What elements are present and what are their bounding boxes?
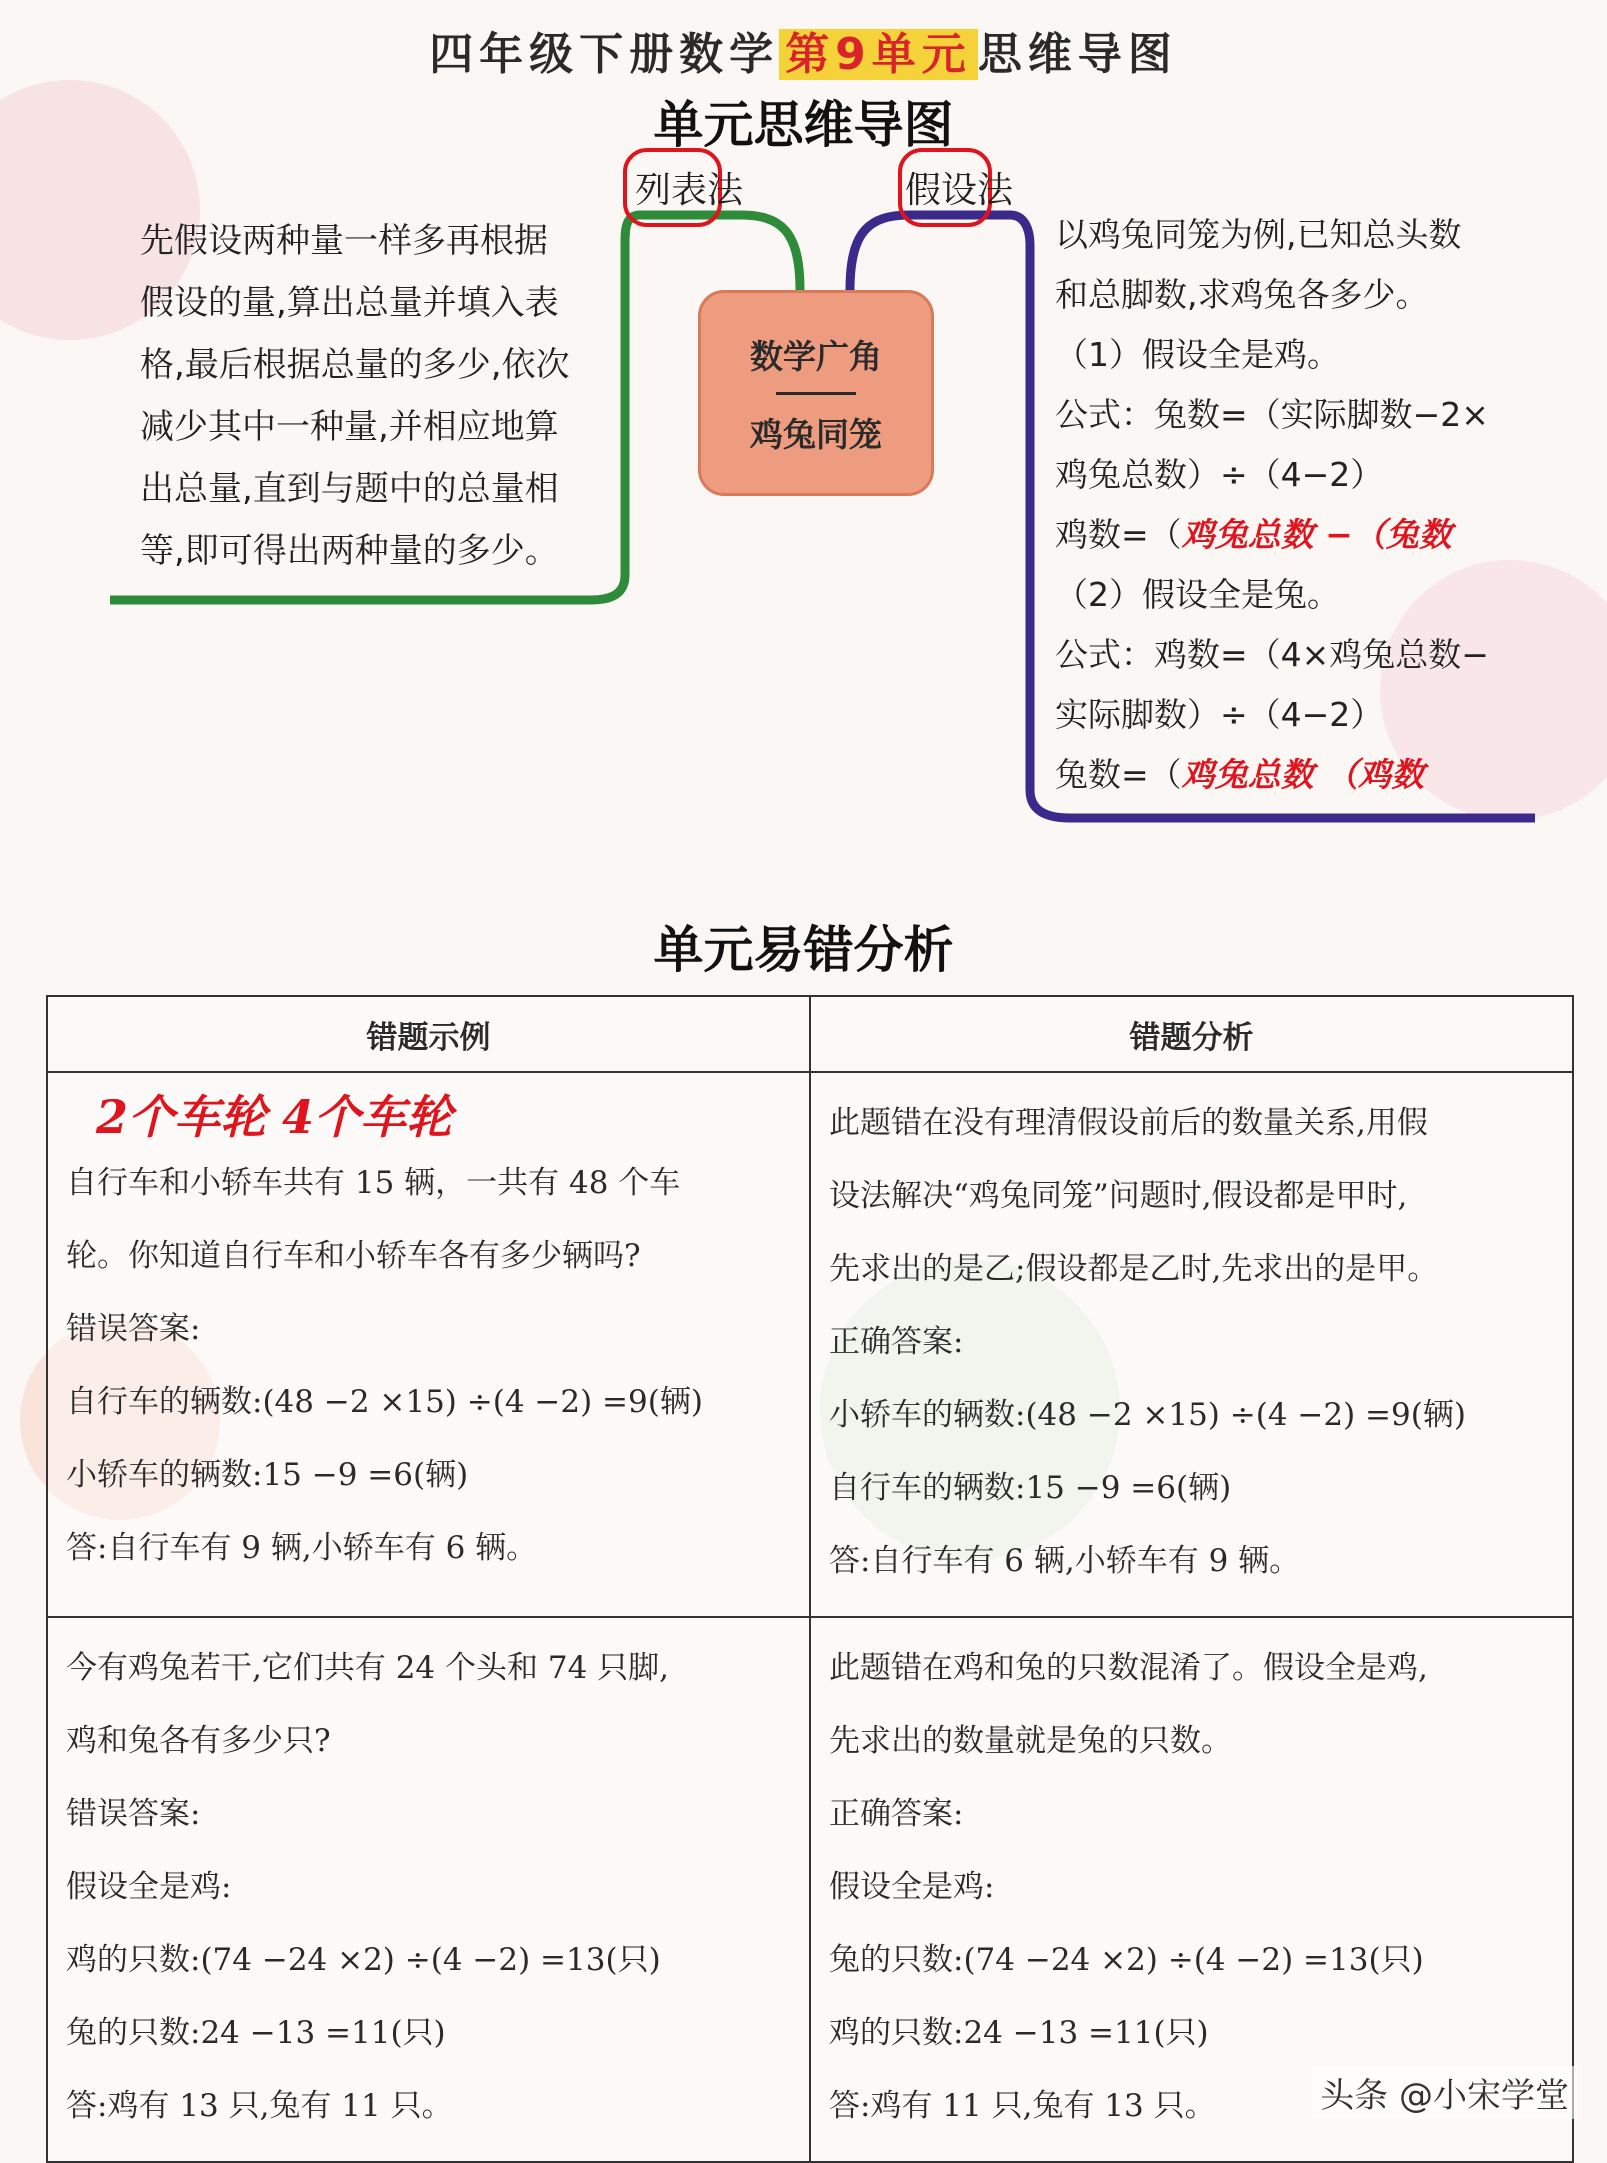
text-line: 兔数=（鸡兔总数 （鸡数 [1055, 755, 1425, 794]
handwritten-note: 鸡兔总数 （鸡数 [1181, 755, 1425, 794]
text-line: 鸡兔总数）÷（4−2） [1055, 455, 1384, 494]
table-header-row [47, 996, 1573, 1072]
center-divider [776, 392, 856, 395]
text-line: 实际脚数）÷（4−2） [1055, 695, 1384, 734]
text-line: （2）假设全是兔。 [1055, 575, 1340, 614]
example-cell [47, 1072, 810, 1617]
text-line: 兔的只数:(74 −24 ×2) ÷(4 −2) =13(只) [829, 1942, 1424, 1978]
text-line: 兔的只数:24 −13 =11(只) [66, 2015, 446, 2051]
unit-highlight: 第9单元 [779, 29, 978, 80]
left-branch-label: 列表法 [635, 170, 744, 211]
example-cell [47, 1617, 810, 2162]
handwritten-note: 鸡兔总数 −（兔数 [1181, 515, 1452, 554]
text-line: 公式：鸡数=（4×鸡兔总数− [1055, 635, 1489, 674]
table-row [47, 1072, 1573, 1617]
text-line: （1）假设全是鸡。 [1055, 335, 1340, 374]
text-line: 小轿车的辆数:15 −9 =6(辆) [66, 1457, 469, 1493]
watermark: 头条 @小宋学堂 [1312, 2066, 1577, 2119]
text-line: 公式：兔数=（实际脚数−2× [1055, 395, 1489, 434]
text-line: 鸡和兔各有多少只? [66, 1723, 331, 1759]
left-branch-text [140, 210, 620, 582]
text-line: 先求出的是乙;假设都是乙时,先求出的是甲。 [829, 1251, 1439, 1287]
column-header: 错题示例 [47, 996, 810, 1072]
text-line: 鸡数=（鸡兔总数 −（兔数 [1055, 515, 1452, 554]
text-line: 此题错在没有理清假设前后的数量关系,用假 [829, 1105, 1428, 1141]
text-line: 自行车的辆数:(48 −2 ×15) ÷(4 −2) =9(辆) [66, 1384, 703, 1420]
right-branch-text [1055, 205, 1575, 805]
column-header: 错题分析 [810, 996, 1573, 1072]
center-subtitle: 鸡兔同笼 [750, 414, 882, 454]
text-line: 答:鸡有 13 只,兔有 11 只。 [66, 2088, 453, 2124]
text-line: 出总量,直到与题中的总量相 [140, 469, 559, 509]
text-line: 格,最后根据总量的多少,依次 [140, 345, 570, 385]
mindmap-heading: 单元思维导图 [653, 96, 954, 154]
text-line: 鸡的只数:24 −13 =11(只) [829, 2015, 1209, 2051]
text-line: 以鸡兔同笼为例,已知总头数 [1055, 215, 1462, 254]
error-analysis-table [46, 995, 1574, 2163]
text-line: 先求出的数量就是兔的只数。 [829, 1723, 1232, 1759]
text-line: 自行车和小轿车共有 15 辆，一共有 48 个车 [66, 1165, 681, 1201]
text-line: 假设全是鸡: [66, 1869, 232, 1905]
text-line: 答:鸡有 11 只,兔有 13 只。 [829, 2088, 1216, 2124]
text-line: 小轿车的辆数:(48 −2 ×15) ÷(4 −2) =9(辆) [829, 1397, 1466, 1433]
center-title: 数学广角 [750, 336, 882, 376]
text-line: 自行车的辆数:15 −9 =6(辆) [829, 1470, 1232, 1506]
page-title: 四年级下册数学 第9单元 思维导图 [429, 29, 1178, 80]
analysis-cell [810, 1072, 1573, 1617]
right-branch-label: 假设法 [905, 170, 1014, 211]
text-line: 轮。你知道自行车和小轿车各有多少辆吗? [66, 1238, 641, 1274]
text-line: 鸡的只数:(74 −24 ×2) ÷(4 −2) =13(只) [66, 1942, 661, 1978]
text-line: 答:自行车有 9 辆,小轿车有 6 辆。 [66, 1530, 538, 1566]
handwritten-note: 2个车轮 4个车轮 [96, 1090, 453, 1144]
center-node [698, 290, 934, 496]
text-line: 正确答案: [829, 1324, 964, 1360]
text-line: 错误答案: [66, 1311, 201, 1347]
text-line: 等,即可得出两种量的多少。 [140, 531, 559, 571]
text-line: 今有鸡兔若干,它们共有 24 个头和 74 只脚, [66, 1650, 670, 1686]
text-line: 减少其中一种量,并相应地算 [140, 407, 559, 447]
text-line: 和总脚数,求鸡兔各多少。 [1055, 275, 1429, 314]
text-line: 假设全是鸡: [829, 1869, 995, 1905]
text-line: 答:自行车有 6 辆,小轿车有 9 辆。 [829, 1543, 1301, 1579]
text-line: 此题错在鸡和兔的只数混淆了。假设全是鸡, [829, 1650, 1428, 1686]
text-line: 先假设两种量一样多再根据 [140, 221, 548, 261]
errors-heading: 单元易错分析 [653, 921, 954, 979]
text-line: 假设的量,算出总量并填入表 [140, 283, 559, 323]
text-line: 设法解决“鸡兔同笼”问题时,假设都是甲时, [829, 1178, 1408, 1214]
text-line: 错误答案: [66, 1796, 201, 1832]
text-line: 正确答案: [829, 1796, 964, 1832]
